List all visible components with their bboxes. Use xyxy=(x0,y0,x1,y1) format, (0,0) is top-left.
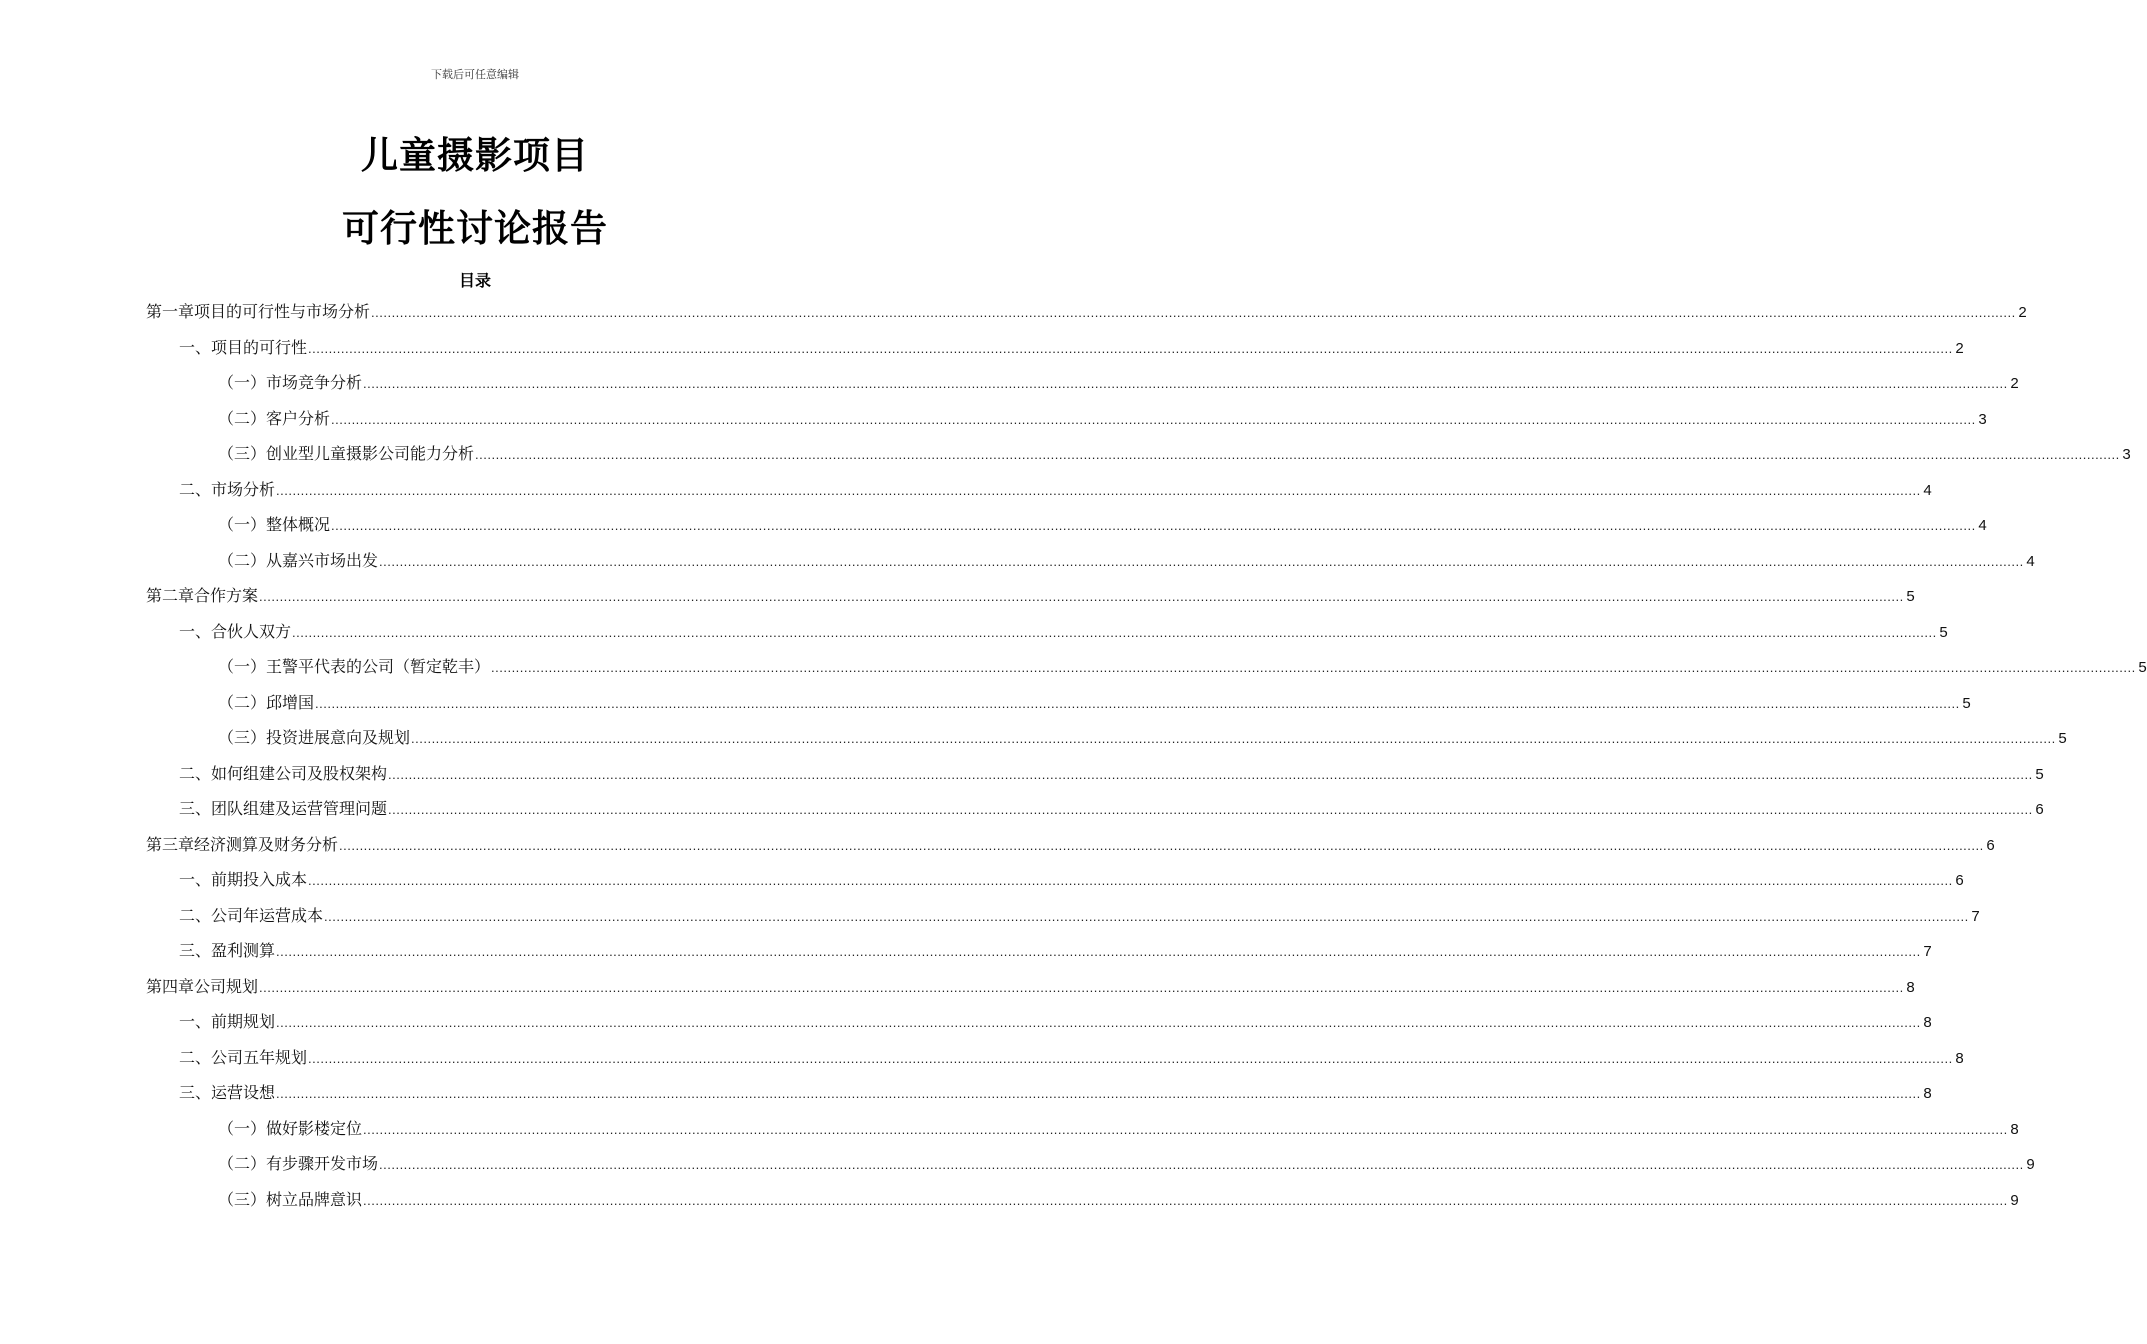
toc-dot-leader: ................................................................................................................................................................................................................................................................................................................................................................................................................ xyxy=(379,1157,2024,1172)
toc-dot-leader: ................................................................................................................................................................................................................................................................................................................................................................................................................ xyxy=(331,411,1976,427)
toc-dot-leader: ................................................................................................................................................................................................................................................................................................................................................................................................................ xyxy=(324,908,1969,924)
toc-entry-label: 一、前期投入成本 xyxy=(179,870,308,889)
toc-dot-leader: ................................................................................................................................................................................................................................................................................................................................................................................................................ xyxy=(308,873,1953,888)
toc-dot-leader: ................................................................................................................................................................................................................................................................................................................................................................................................................ xyxy=(339,837,1984,853)
toc-entry[interactable] xyxy=(146,720,2067,756)
toc-dot-leader: ................................................................................................................................................................................................................................................................................................................................................................................................................ xyxy=(308,1050,1953,1066)
toc-dot-leader: ................................................................................................................................................................................................................................................................................................................................................................................................................ xyxy=(276,1015,1921,1030)
toc-entry-label: 一、项目的可行性 xyxy=(179,337,308,357)
toc-entry[interactable] xyxy=(146,1146,2035,1182)
toc-entry-label: （三）创业型儿童摄影公司能力分析 xyxy=(218,444,475,463)
toc-entry[interactable] xyxy=(146,614,1948,650)
toc-entry-page-number: 5 xyxy=(2058,730,2067,747)
toc-entry-label: 第二章合作方案 xyxy=(146,586,259,605)
toc-entry[interactable] xyxy=(146,543,2035,579)
toc-entry-label: 一、合伙人双方 xyxy=(179,621,292,641)
toc-entry-label: （二）有步骤开发市场 xyxy=(218,1154,379,1173)
toc-dot-leader: ................................................................................................................................................................................................................................................................................................................................................................................................................ xyxy=(259,589,1904,604)
toc-entry-page-number: 6 xyxy=(1986,836,1995,854)
toc-entry-page-number: 2 xyxy=(1955,339,1964,357)
toc-entry-label: （一）王警平代表的公司（暂定乾丰） xyxy=(218,657,491,676)
toc-entry-label: 三、盈利测算 xyxy=(179,941,276,960)
toc-dot-leader: ................................................................................................................................................................................................................................................................................................................................................................................................................ xyxy=(491,660,2136,675)
toc-entry[interactable] xyxy=(146,507,1987,543)
toc-entry-page-number: 2 xyxy=(2010,375,2019,392)
toc-entry-page-number: 8 xyxy=(1906,978,1915,996)
toc-dot-leader: ................................................................................................................................................................................................................................................................................................................................................................................................................ xyxy=(388,766,2033,782)
toc-entry[interactable] xyxy=(146,1040,1964,1076)
toc-entry-label: 二、如何组建公司及股权架构 xyxy=(179,763,388,783)
toc-entry-page-number: 4 xyxy=(1978,517,1987,534)
toc-entry[interactable] xyxy=(146,933,1932,969)
toc-dot-leader: ................................................................................................................................................................................................................................................................................................................................................................................................................ xyxy=(276,1086,1921,1101)
toc-entry-page-number: 3 xyxy=(2122,446,2131,463)
toc-entry[interactable] xyxy=(146,898,1980,934)
toc-entry-page-number: 8 xyxy=(1923,1014,1932,1031)
toc-entry[interactable] xyxy=(146,1182,2019,1218)
toc-entry-page-number: 5 xyxy=(2138,659,2147,676)
toc-entry-label: 二、公司年运营成本 xyxy=(179,905,324,925)
toc-entry-label: （二）客户分析 xyxy=(218,408,331,428)
toc-entry-page-number: 5 xyxy=(1939,623,1948,641)
toc-entry[interactable] xyxy=(146,1004,1932,1040)
toc-entry-page-number: 5 xyxy=(2035,765,2044,783)
document-title-line-2: 可行性讨论报告 xyxy=(342,207,608,250)
toc-entry-page-number: 3 xyxy=(1978,410,1987,428)
toc-dot-leader: ................................................................................................................................................................................................................................................................................................................................................................................................................ xyxy=(276,482,1921,498)
toc-dot-leader: ................................................................................................................................................................................................................................................................................................................................................................................................................ xyxy=(363,1192,2008,1208)
table-of-contents xyxy=(146,294,2147,1217)
toc-entry[interactable] xyxy=(146,436,2131,472)
toc-entry[interactable] xyxy=(146,649,2147,685)
toc-entry-label: （三）投资进展意向及规划 xyxy=(218,728,411,747)
toc-entry[interactable] xyxy=(146,1075,1932,1111)
toc-dot-leader: ................................................................................................................................................................................................................................................................................................................................................................................................................ xyxy=(411,731,2056,746)
toc-entry[interactable] xyxy=(146,365,2019,401)
toc-entry-label: （一）市场竞争分析 xyxy=(218,373,363,392)
toc-entry-page-number: 8 xyxy=(2010,1120,2019,1138)
toc-entry-page-number: 7 xyxy=(1923,943,1932,960)
toc-entry-label: 第三章经济测算及财务分析 xyxy=(146,834,339,854)
toc-dot-leader: ................................................................................................................................................................................................................................................................................................................................................................................................................ xyxy=(276,944,1921,959)
toc-entry-label: 第四章公司规划 xyxy=(146,976,259,996)
toc-entry-label: 二、市场分析 xyxy=(179,479,276,499)
toc-dot-leader: ................................................................................................................................................................................................................................................................................................................................................................................................................ xyxy=(292,624,1937,640)
toc-entry[interactable] xyxy=(146,827,1995,863)
toc-heading: 目录 xyxy=(458,271,491,290)
toc-entry-page-number: 5 xyxy=(1906,588,1915,605)
document-title-line-1: 儿童摄影项目 xyxy=(361,134,589,177)
toc-entry-page-number: 6 xyxy=(1955,872,1964,889)
toc-dot-leader: ................................................................................................................................................................................................................................................................................................................................................................................................................ xyxy=(379,553,2024,569)
toc-entry[interactable] xyxy=(146,969,1915,1005)
toc-entry-label: （一）整体概况 xyxy=(218,515,331,534)
toc-entry[interactable] xyxy=(146,401,1987,437)
toc-entry-page-number: 6 xyxy=(2035,801,2044,818)
toc-entry-label: （一）做好影楼定位 xyxy=(218,1118,363,1138)
toc-dot-leader: ................................................................................................................................................................................................................................................................................................................................................................................................................ xyxy=(308,340,1953,356)
toc-entry-page-number: 8 xyxy=(1955,1049,1964,1067)
toc-dot-leader: ................................................................................................................................................................................................................................................................................................................................................................................................................ xyxy=(363,1121,2008,1137)
page-header-note: 下载后可任意编辑 xyxy=(431,68,519,81)
toc-entry-label: 一、前期规划 xyxy=(179,1012,276,1031)
toc-entry-page-number: 4 xyxy=(1923,481,1932,499)
toc-dot-leader: ................................................................................................................................................................................................................................................................................................................................................................................................................ xyxy=(388,802,2033,817)
toc-dot-leader: ................................................................................................................................................................................................................................................................................................................................................................................................................ xyxy=(363,376,2008,391)
toc-entry-page-number: 7 xyxy=(1971,907,1980,925)
toc-entry[interactable] xyxy=(146,330,1964,366)
toc-entry[interactable] xyxy=(146,578,1915,614)
toc-dot-leader: ................................................................................................................................................................................................................................................................................................................................................................................................................ xyxy=(475,447,2120,462)
toc-entry-label: 二、公司五年规划 xyxy=(179,1047,308,1067)
toc-entry[interactable] xyxy=(146,756,2044,792)
toc-dot-leader: ................................................................................................................................................................................................................................................................................................................................................................................................................ xyxy=(371,305,2016,320)
toc-entry[interactable] xyxy=(146,1111,2019,1147)
toc-entry-page-number: 9 xyxy=(2010,1191,2019,1209)
toc-dot-leader: ................................................................................................................................................................................................................................................................................................................................................................................................................ xyxy=(259,979,1904,995)
toc-entry-label: 第一章项目的可行性与市场分析 xyxy=(146,302,371,321)
toc-dot-leader: ................................................................................................................................................................................................................................................................................................................................................................................................................ xyxy=(315,695,1960,711)
toc-entry-label: （二）从嘉兴市场出发 xyxy=(218,550,379,570)
toc-entry-page-number: 8 xyxy=(1923,1085,1932,1102)
toc-entry[interactable] xyxy=(146,685,1971,721)
toc-entry-page-number: 4 xyxy=(2026,552,2035,570)
toc-entry-label: （三）树立品牌意识 xyxy=(218,1189,363,1209)
toc-entry[interactable] xyxy=(146,862,1964,898)
toc-entry[interactable] xyxy=(146,791,2044,827)
toc-entry[interactable] xyxy=(146,294,2027,330)
toc-entry-label: （二）邱增国 xyxy=(218,692,315,712)
toc-entry-label: 三、团队组建及运营管理问题 xyxy=(179,799,388,818)
toc-entry-page-number: 5 xyxy=(1962,694,1971,712)
toc-dot-leader: ................................................................................................................................................................................................................................................................................................................................................................................................................ xyxy=(331,518,1976,533)
toc-entry[interactable] xyxy=(146,472,1932,508)
toc-entry-label: 三、运营设想 xyxy=(179,1083,276,1102)
toc-entry-page-number: 9 xyxy=(2026,1156,2035,1173)
toc-entry-page-number: 2 xyxy=(2018,304,2027,321)
